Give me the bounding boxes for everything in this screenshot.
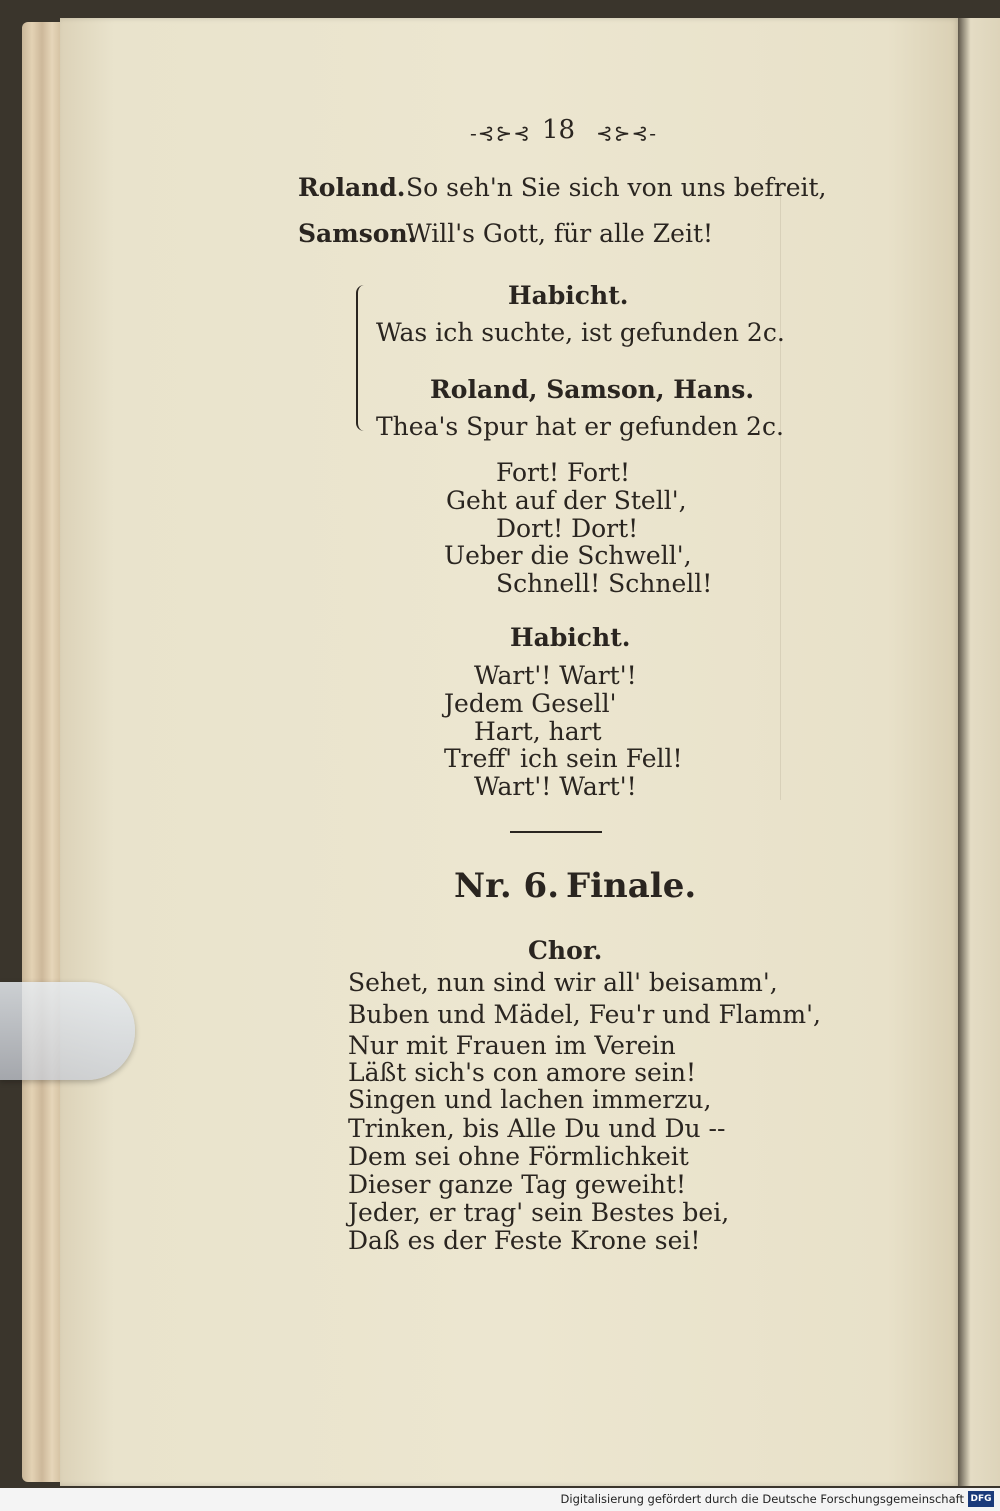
finale-number: Nr. 6. bbox=[454, 866, 560, 906]
verse-line: Wart'! Wart'! bbox=[474, 661, 637, 690]
finale-line: Daß es der Feste Krone sei! bbox=[348, 1226, 701, 1255]
footer-credit: Digitalisierung gefördert durch die Deutsche Forschungsgemeinschaft bbox=[560, 1492, 964, 1506]
page-number: 18 bbox=[542, 115, 576, 145]
finale-line: Läßt sich's con amore sein! bbox=[348, 1058, 696, 1087]
verse-line: Fort! Fort! bbox=[496, 458, 631, 487]
section-divider bbox=[510, 831, 602, 833]
bleed-through bbox=[700, 180, 781, 800]
page-clip bbox=[0, 982, 135, 1080]
simultaneous-line: Was ich suchte, ist gefunden 2c. bbox=[376, 318, 785, 347]
verse-line: Hart, hart bbox=[474, 717, 602, 746]
dfg-logo: DFG bbox=[968, 1491, 994, 1507]
dialogue-line: So seh'n Sie sich von uns befreit, bbox=[406, 173, 827, 202]
finale-line: Singen und lachen immerzu, bbox=[348, 1085, 712, 1114]
finale-line: Jeder, er trag' sein Bestes bei, bbox=[348, 1198, 730, 1227]
dialogue-line: Will's Gott, für alle Zeit! bbox=[406, 219, 714, 248]
finale-line: Buben und Mädel, Feu'r und Flamm', bbox=[348, 1000, 821, 1029]
speaker-samson: Samson. bbox=[298, 219, 417, 248]
verse-line: Geht auf der Stell', bbox=[446, 486, 687, 515]
speaker-group: Roland, Samson, Hans. bbox=[430, 375, 755, 404]
verse-line: Schnell! Schnell! bbox=[496, 569, 713, 598]
finale-line: Dieser ganze Tag geweiht! bbox=[348, 1170, 687, 1199]
finale-line: Sehet, nun sind wir all' beisamm', bbox=[348, 968, 778, 997]
speaker-roland: Roland. bbox=[298, 173, 406, 202]
speaker-habicht: Habicht. bbox=[508, 281, 629, 310]
finale-line: Trinken, bis Alle Du und Du -- bbox=[348, 1114, 726, 1143]
facing-page-edge bbox=[958, 18, 1000, 1486]
chor-heading: Chor. bbox=[528, 936, 603, 965]
verse-line: Dort! Dort! bbox=[496, 514, 639, 543]
verse-line: Wart'! Wart'! bbox=[474, 772, 637, 801]
verse-line: Jedem Gesell' bbox=[444, 689, 617, 718]
brace bbox=[356, 285, 370, 431]
simultaneous-line: Thea's Spur hat er gefunden 2c. bbox=[376, 412, 784, 441]
ornament-left: -⊰⊱⊰ bbox=[470, 121, 532, 145]
finale-line: Dem sei ohne Förmlichkeit bbox=[348, 1142, 689, 1171]
verse-line: Ueber die Schwell', bbox=[444, 541, 692, 570]
ornament-right: ⊰⊱⊰- bbox=[596, 121, 658, 145]
verse-line: Treff' ich sein Fell! bbox=[444, 744, 683, 773]
finale-title: Finale. bbox=[566, 866, 697, 906]
speaker-habicht: Habicht. bbox=[510, 623, 631, 652]
finale-line: Nur mit Frauen im Verein bbox=[348, 1031, 676, 1060]
